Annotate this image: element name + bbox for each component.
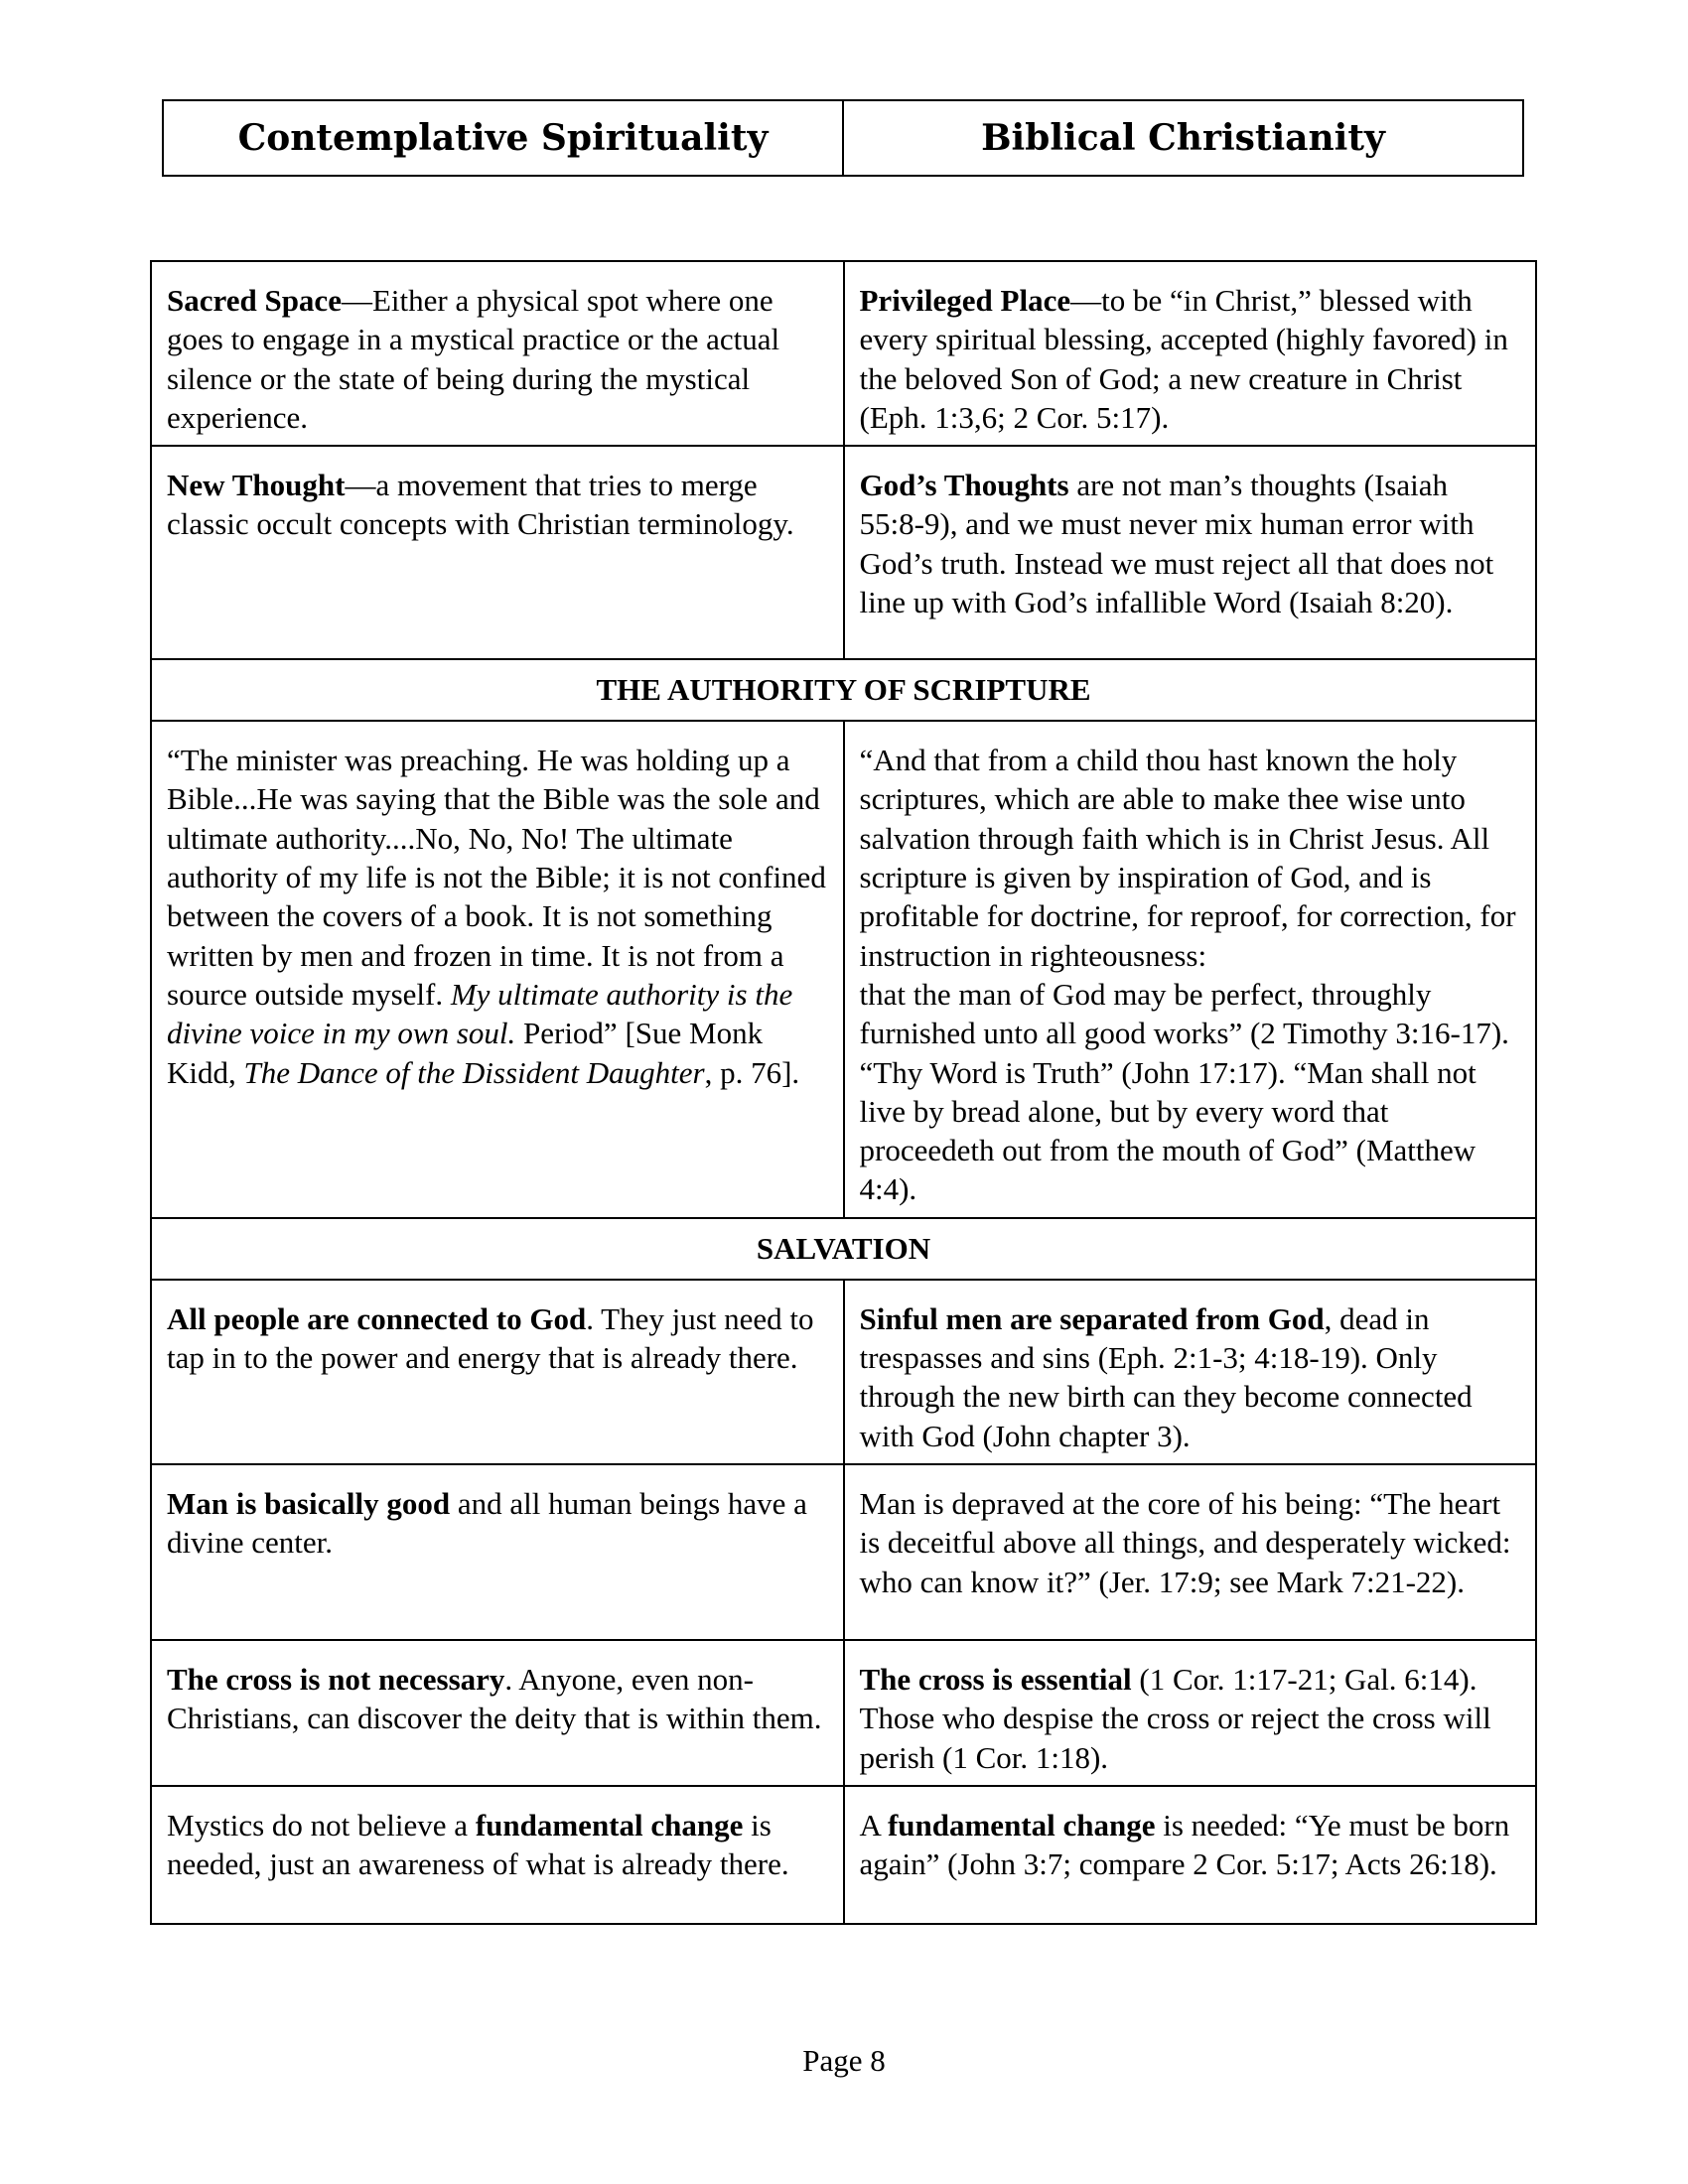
definition-text: —to be “in Christ,” blessed with every spiritual blessing, accepted (highly favored) in the beloved Son of God; a new creature in Christ (Eph. 1:3,6; 2 Cor. 5:17). [859,283,1508,435]
no-change-cell [151,1786,844,1924]
scripture-text: “And that from a child thou hast known the holy scriptures, which are able to make thee wise unto salvation through faith which is in Christ Jesus. All scripture is given by inspiration of God, and is profitable for doctrine, for reproof, for correction, for instruction in righteousness: [859,743,1516,973]
new-thought-cell [151,446,844,659]
table-row [151,721,1536,1218]
quote-text: Period” [Sue Monk Kidd, [167,1016,764,1090]
definition-text: is needed, just an awareness of what is already there. [167,1807,789,1882]
definition-text: . They just need to tap in to the power and energy that is already there. [167,1300,814,1376]
gods-thoughts-cell [844,446,1537,659]
depraved-cell [844,1464,1537,1640]
definition-text: . Anyone, even non-Christians, can discover the deity that is within them. [167,1661,822,1736]
basically-good-cell [151,1464,844,1640]
table-row [151,261,1536,446]
term-bold: Sinful men are separated from God [859,1300,1325,1336]
table-row [151,1280,1536,1464]
term-bold: fundamental change [475,1807,744,1843]
cross-essential-cell [844,1640,1537,1786]
column-header-table [162,99,1524,177]
section-row [151,1218,1536,1280]
term-bold: New Thought [167,468,346,503]
term-bold: The cross is not necessary [167,1661,505,1697]
term-bold: God’s Thoughts [859,468,1069,503]
change-needed-cell [844,1786,1537,1924]
sacred-space-cell [151,261,844,446]
table-row [151,1464,1536,1640]
scripture-quote-cell [844,721,1537,1218]
term-bold: fundamental change [887,1807,1156,1843]
table-row [151,1640,1536,1786]
salvation-section-heading: SALVATION [151,1218,1536,1280]
definition-text: —Either a physical spot where one goes to engage in a mystical practice or the actual silence or the state of being during the mystical experience. [167,283,780,435]
header-left-title: Contemplative Spirituality [163,100,843,176]
definition-text: is needed: “Ye must be born again” (John 3:7; compare 2 Cor. 5:17; Acts 26:18). [859,1807,1510,1882]
definition-text: and all human beings have a divine center. [167,1485,807,1561]
term-bold: Privileged Place [859,283,1071,318]
term-bold: All people are connected to God [167,1300,587,1336]
privileged-place-cell [844,261,1537,446]
term-bold: Man is basically good [167,1485,451,1521]
definition-text: A [859,1807,888,1843]
separated-cell [844,1280,1537,1464]
scripture-text: that the man of God may be perfect, throughly furnished unto all good works” (2 Timothy 3:16-17). “Thy Word is Truth” (John 17:17). “Man shall not live by bread alone, but by every word that proceedeth out from the mouth of God” (Matthew 4:4). [859,976,1509,1207]
authority-quote-cell [151,721,844,1218]
table-row [151,446,1536,659]
page-number: Page 8 [802,2043,886,2078]
comparison-table [150,260,1537,1925]
authority-section-heading: THE AUTHORITY OF SCRIPTURE [151,659,1536,721]
term-bold: Sacred Space [167,283,342,318]
term-bold: The cross is essential [859,1661,1132,1697]
definition-text: Mystics do not believe a [167,1807,476,1843]
connected-cell [151,1280,844,1464]
section-row [151,659,1536,721]
book-title: The Dance of the Dissident Daughter [243,1054,705,1090]
definition-text: Man is depraved at the core of his being: “The heart is deceitful above all things, and desperately wicked: who can know it?” (Jer. 17:9; see Mark 7:21-22). [859,1485,1511,1599]
definition-text: —a movement that tries to merge classic occult concepts with Christian terminology. [167,468,794,542]
definition-text: , dead in trespasses and sins (Eph. 2:1-3; 4:18-19). Only through the new birth can they become connected with God (John chapter 3). [859,1300,1473,1453]
definition-text: (1 Cor. 1:17-21; Gal. 6:14). Those who despise the cross or reject the cross will perish (1 Cor. 1:18). [859,1661,1491,1775]
header-right-title: Biblical Christianity [843,100,1523,176]
quote-text: “The minister was preaching. He was holding up a Bible...He was saying that the Bible was the sole and ultimate authority....No, No, No! The ultimate authority of my life is not the Bible; it is not confined between the covers of a book. It is not something written by men and frozen in time. It is not from a source outside myself. [167,743,826,1012]
cross-not-necessary-cell [151,1640,844,1786]
quote-text: , p. 76]. [704,1054,800,1090]
quote-italic: My ultimate authority is the divine voice in my own soul. [167,976,793,1051]
table-row [151,1786,1536,1924]
definition-text: are not man’s thoughts (Isaiah 55:8-9), and we must never mix human error with God’s truth. Instead we must reject all that does not line up with God’s infallible Word (Isaiah 8:20). [859,468,1494,620]
